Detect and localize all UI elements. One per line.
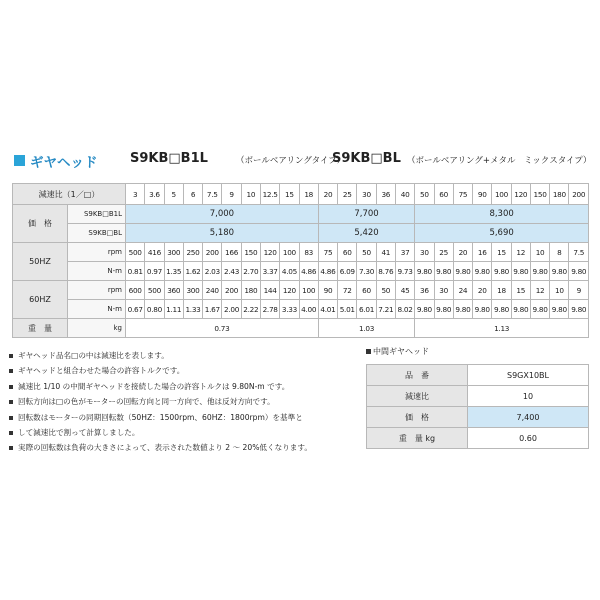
price-cell: 5,180 <box>126 224 319 243</box>
rpm-cell: 15 <box>492 243 511 262</box>
rpm-cell: 45 <box>395 281 414 300</box>
middle-row-value: S9GX10BL <box>468 365 589 386</box>
torque-cell: 8.76 <box>376 262 395 281</box>
ratio-cell: 40 <box>395 184 414 205</box>
hz50-torque-row <box>13 262 589 281</box>
price-cell: 7,000 <box>126 205 319 224</box>
rpm-cell: 500 <box>145 281 164 300</box>
rpm-cell: 120 <box>280 281 299 300</box>
ratio-cell: 20 <box>318 184 337 205</box>
middle-row-value: 7,400 <box>468 407 589 428</box>
ratio-cell: 3 <box>126 184 145 205</box>
torque-cell: 9.80 <box>530 300 549 319</box>
torque-cell: 1.33 <box>183 300 202 319</box>
section-header <box>10 150 590 172</box>
ratio-cell: 25 <box>338 184 357 205</box>
rpm-cell: 166 <box>222 243 241 262</box>
torque-cell: 9.80 <box>511 300 530 319</box>
section-title: ギヤヘッド <box>30 155 98 171</box>
torque-cell: 2.00 <box>222 300 241 319</box>
rpm-cell: 144 <box>260 281 279 300</box>
torque-cell: 0.80 <box>145 300 164 319</box>
weight-label: 重 量 <box>13 319 68 338</box>
torque-cell: 9.80 <box>473 262 492 281</box>
ratio-row <box>13 184 589 205</box>
rpm-cell: 36 <box>415 281 434 300</box>
rpm-cell: 150 <box>241 243 260 262</box>
torque-cell: 6.09 <box>338 262 357 281</box>
torque-cell: 5.01 <box>338 300 357 319</box>
price-cell: 5,690 <box>415 224 589 243</box>
unit-torque: N-m <box>68 262 126 281</box>
torque-cell: 7.21 <box>376 300 395 319</box>
middle-row <box>367 365 589 386</box>
hz60-rpm-row <box>13 281 589 300</box>
price-cell: 8,300 <box>415 205 589 224</box>
torque-cell: 9.80 <box>453 300 472 319</box>
rpm-cell: 360 <box>164 281 183 300</box>
torque-cell: 9.80 <box>492 300 511 319</box>
rpm-cell: 20 <box>473 281 492 300</box>
torque-cell: 9.80 <box>415 300 434 319</box>
ratio-cell: 36 <box>376 184 395 205</box>
torque-cell: 4.86 <box>299 262 318 281</box>
torque-cell: 9.80 <box>569 262 589 281</box>
unit-rpm: rpm <box>68 243 126 262</box>
rpm-cell: 72 <box>338 281 357 300</box>
ratio-cell: 200 <box>569 184 589 205</box>
price-cell: 7,700 <box>318 205 414 224</box>
ratio-cell: 75 <box>453 184 472 205</box>
torque-cell: 9.80 <box>530 262 549 281</box>
note-item: 実際の回転数は負荷の大きさによって、表示された数値より 2 ～ 20%低くなります。 <box>8 440 360 455</box>
ratio-cell: 3.6 <box>145 184 164 205</box>
gearhead-spec-table <box>12 183 589 338</box>
torque-cell: 0.67 <box>126 300 145 319</box>
hz60-label: 60HZ <box>13 281 68 319</box>
torque-cell: 2.22 <box>241 300 260 319</box>
rpm-cell: 180 <box>241 281 260 300</box>
rpm-cell: 30 <box>434 281 453 300</box>
ratio-cell: 90 <box>473 184 492 205</box>
rpm-cell: 250 <box>183 243 202 262</box>
torque-cell: 9.80 <box>569 300 589 319</box>
section-marker <box>14 155 25 166</box>
torque-cell: 2.70 <box>241 262 260 281</box>
rpm-cell: 300 <box>183 281 202 300</box>
torque-cell: 1.11 <box>164 300 183 319</box>
ratio-cell: 9 <box>222 184 241 205</box>
weight-cell: 1.03 <box>318 319 414 338</box>
model-b1l-desc: （ボールベアリングタイプ） <box>236 156 346 166</box>
torque-cell: 0.81 <box>126 262 145 281</box>
rpm-cell: 416 <box>145 243 164 262</box>
model-label: S9KB□B1L <box>68 205 126 224</box>
unit-torque: N-m <box>68 300 126 319</box>
rpm-cell: 10 <box>530 243 549 262</box>
price-cell: 5,420 <box>318 224 414 243</box>
ratio-cell: 18 <box>299 184 318 205</box>
torque-cell: 8.02 <box>395 300 414 319</box>
ratio-cell: 100 <box>492 184 511 205</box>
torque-cell: 2.43 <box>222 262 241 281</box>
unit-kg: kg <box>68 319 126 338</box>
middle-row-value: 0.60 <box>468 428 589 449</box>
middle-gearhead-title-text: 中間ギヤヘッド <box>373 347 429 356</box>
rpm-cell: 200 <box>222 281 241 300</box>
model-bl-title: S9KB□BL <box>332 151 401 166</box>
model-bl-desc: （ボールベアリング+メタル ミックスタイプ） <box>407 156 592 166</box>
rpm-cell: 50 <box>357 243 376 262</box>
note-item: 回転方向は□の色がモーターの回転方向と同一方向で、他は反対方向です。 <box>8 394 360 409</box>
hz50-label: 50HZ <box>13 243 68 281</box>
torque-cell: 9.80 <box>434 262 453 281</box>
torque-cell: 9.80 <box>453 262 472 281</box>
weight-cell: 0.73 <box>126 319 319 338</box>
note-text: して減速比で割って計算しました。 <box>18 428 140 438</box>
rpm-cell: 600 <box>126 281 145 300</box>
torque-cell: 2.03 <box>203 262 222 281</box>
ratio-cell: 30 <box>357 184 376 205</box>
price-row-b1l <box>13 205 589 224</box>
torque-cell: 2.78 <box>260 300 279 319</box>
rpm-cell: 10 <box>550 281 569 300</box>
rpm-cell: 12 <box>511 243 530 262</box>
middle-row <box>367 386 589 407</box>
note-item: 減速比 1/10 の中間ギヤヘッドを接続した場合の許容トルクは 9.80N-m です。 <box>8 379 360 394</box>
rpm-cell: 90 <box>318 281 337 300</box>
rpm-cell: 83 <box>299 243 318 262</box>
torque-cell: 3.37 <box>260 262 279 281</box>
torque-cell: 9.80 <box>511 262 530 281</box>
note-item: 回転数はモーターの同期回転数（50HZ：1500rpm、60HZ：1800rpm）を基準と <box>8 410 360 425</box>
ratio-cell: 5 <box>164 184 183 205</box>
torque-cell: 9.80 <box>473 300 492 319</box>
rpm-cell: 25 <box>434 243 453 262</box>
ratio-cell: 6 <box>183 184 202 205</box>
torque-cell: 9.80 <box>550 262 569 281</box>
torque-cell: 0.97 <box>145 262 164 281</box>
rpm-cell: 100 <box>280 243 299 262</box>
note-item: ギヤヘッドと組合わせた場合の許容トルクです。 <box>8 363 360 378</box>
rpm-cell: 8 <box>550 243 569 262</box>
torque-cell: 1.62 <box>183 262 202 281</box>
rpm-cell: 60 <box>357 281 376 300</box>
model-b1l-title: S9KB□B1L <box>130 151 208 166</box>
ratio-cell: 120 <box>511 184 530 205</box>
ratio-cell: 10 <box>241 184 260 205</box>
rpm-cell: 41 <box>376 243 395 262</box>
rpm-cell: 12 <box>530 281 549 300</box>
ratio-cell: 7.5 <box>203 184 222 205</box>
rpm-cell: 30 <box>415 243 434 262</box>
rpm-cell: 7.5 <box>569 243 589 262</box>
unit-rpm: rpm <box>68 281 126 300</box>
ratio-cell: 12.5 <box>260 184 279 205</box>
price-label: 価 格 <box>13 205 68 243</box>
rpm-cell: 20 <box>453 243 472 262</box>
rpm-cell: 75 <box>318 243 337 262</box>
torque-cell: 1.67 <box>203 300 222 319</box>
torque-cell: 4.86 <box>318 262 337 281</box>
torque-cell: 9.80 <box>492 262 511 281</box>
hz60-torque-row <box>13 300 589 319</box>
middle-gearhead-title <box>366 346 429 357</box>
note-item: ギヤヘッド品名□の中は減速比を表します。 <box>8 348 360 363</box>
torque-cell: 9.80 <box>415 262 434 281</box>
rpm-cell: 120 <box>260 243 279 262</box>
rpm-cell: 200 <box>203 243 222 262</box>
torque-cell: 4.01 <box>318 300 337 319</box>
torque-cell: 7.30 <box>357 262 376 281</box>
rpm-cell: 9 <box>569 281 589 300</box>
weight-cell: 1.13 <box>415 319 589 338</box>
rpm-cell: 16 <box>473 243 492 262</box>
torque-cell: 1.35 <box>164 262 183 281</box>
ratio-cell: 50 <box>415 184 434 205</box>
middle-row-label: 品 番 <box>367 365 468 386</box>
ratio-cell: 150 <box>530 184 549 205</box>
ratio-cell: 60 <box>434 184 453 205</box>
model-label: S9KB□BL <box>68 224 126 243</box>
middle-row-label: 減速比 <box>367 386 468 407</box>
ratio-cell: 180 <box>550 184 569 205</box>
rpm-cell: 100 <box>299 281 318 300</box>
rpm-cell: 500 <box>126 243 145 262</box>
torque-cell: 9.80 <box>550 300 569 319</box>
rpm-cell: 15 <box>511 281 530 300</box>
torque-cell: 3.33 <box>280 300 299 319</box>
rpm-cell: 60 <box>338 243 357 262</box>
rpm-cell: 37 <box>395 243 414 262</box>
notes-list <box>8 348 360 456</box>
price-row-bl <box>13 224 589 243</box>
rpm-cell: 18 <box>492 281 511 300</box>
middle-row-value: 10 <box>468 386 589 407</box>
ratio-cell: 15 <box>280 184 299 205</box>
hz50-rpm-row <box>13 243 589 262</box>
torque-cell: 4.00 <box>299 300 318 319</box>
rpm-cell: 24 <box>453 281 472 300</box>
middle-row <box>367 407 589 428</box>
ratio-label: 減速比（1／□） <box>13 184 126 205</box>
note-item-continued <box>8 425 360 440</box>
middle-row <box>367 428 589 449</box>
middle-row-label: 重 量 kg <box>367 428 468 449</box>
rpm-cell: 240 <box>203 281 222 300</box>
middle-row-label: 価 格 <box>367 407 468 428</box>
torque-cell: 4.05 <box>280 262 299 281</box>
rpm-cell: 50 <box>376 281 395 300</box>
middle-gearhead-table <box>366 364 589 449</box>
torque-cell: 9.80 <box>434 300 453 319</box>
rpm-cell: 300 <box>164 243 183 262</box>
torque-cell: 9.73 <box>395 262 414 281</box>
torque-cell: 6.01 <box>357 300 376 319</box>
weight-row <box>13 319 589 338</box>
